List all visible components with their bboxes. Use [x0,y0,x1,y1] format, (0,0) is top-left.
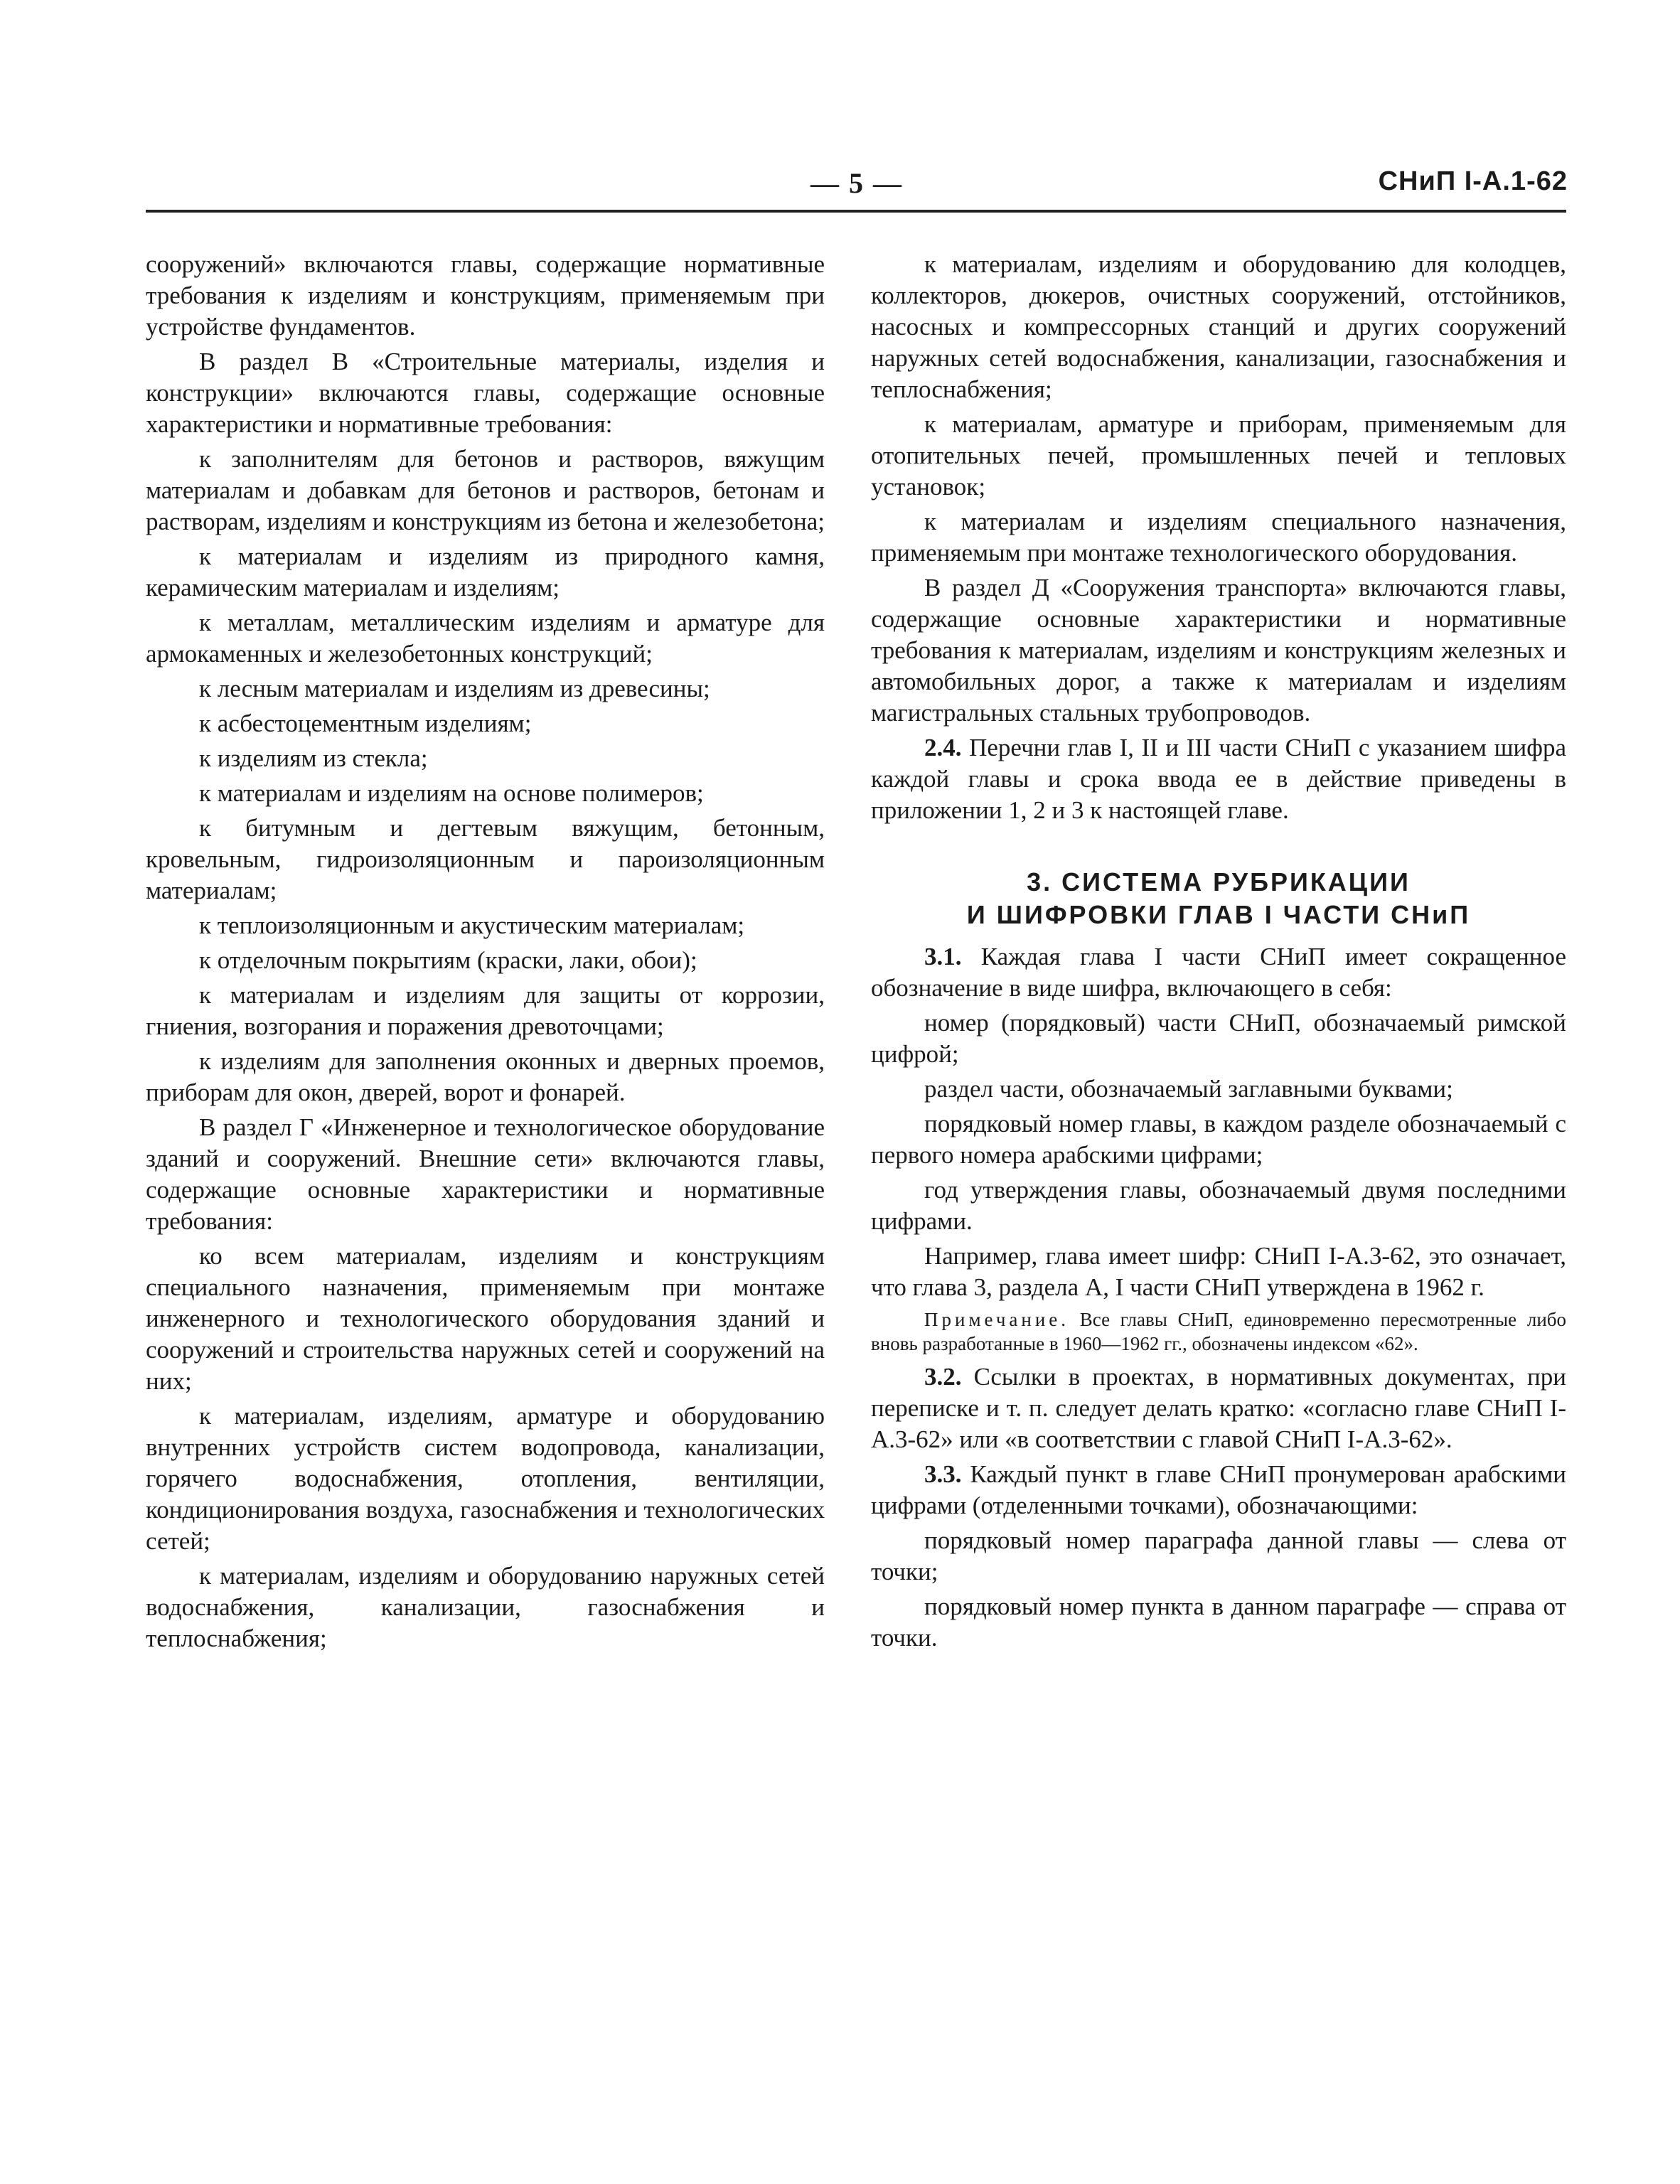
clause-3-1 [871,941,1566,1004]
page-number: — 5 — [810,167,903,199]
list-item: порядковый номер пункта в данном параграфе — справа от точки. [871,1592,1566,1652]
section-heading [871,866,1566,931]
clause-number: 3.3. [924,1460,962,1488]
list-item: ко всем материалам, изделиям и конструкциям специального назначения, применяемым при монтаже инженерного и технологического оборудования зданий и сооружений и строительства наружных сетей и сооружений на них; [146,1242,825,1395]
header-divider [146,210,1566,213]
clause-3-2 [871,1361,1566,1455]
list-item: к отделочным покрытиям (краски, лаки, обои); [199,946,697,974]
paragraph: В раздел Г «Инженерное и технологическое оборудование зданий и сооружений. Внешние сети» включаются главы, содержащие основные характеристики и нормативные требования: [146,1113,825,1235]
list-item: к теплоизоляционным и акустическим материалам; [199,911,745,939]
list-item: к материалам и изделиям на основе полимеров; [199,779,704,807]
paragraph: сооружений» включаются главы, содержащие нормативные требования к изделиям и конструкциям, применяемым при устройстве фундаментов. [146,250,825,341]
list-item: раздел части, обозначаемый заглавными буквами; [924,1075,1453,1103]
list-item: к асбестоцементным изделиям; [199,710,532,737]
list-item: к заполнителям для бетонов и растворов, вяжущим материалам и добавкам для бетонов и растворов, бетонам и растворам, изделиям и конструкциям из бетона и железобетона; [146,445,825,535]
list-item: к битумным и дегтевым вяжущим, бетонным, кровельным, гидроизоляционным и пароизоляционным материалам; [146,814,825,904]
clause-number: 2.4. [924,734,962,761]
clause-number: 3.1. [924,943,962,970]
section-heading-line: 3. СИСТЕМА РУБРИКАЦИИ [1027,867,1411,896]
note-text: Все главы СНиП, единовременно пересмотренные либо вновь разработанные в 1960—1962 гг., обозначены индексом «62». [871,1309,1566,1354]
list-item: год утверждения главы, обозначаемый двумя последними цифрами. [871,1176,1566,1235]
list-item: к материалам, арматуре и приборам, применяемым для отопительных печей, промышленных печей и тепловых установок; [871,410,1566,500]
note [871,1307,1566,1356]
list-item: к изделиям для заполнения оконных и дверных проемов, приборам для окон, дверей, ворот и фонарей. [146,1047,825,1106]
clause-text: Каждая глава I части СНиП имеет сокращенное обозначение в виде шифра, включающего в себя: [871,943,1566,1002]
list-item: порядковый номер главы, в каждом разделе обозначаемый с первого номера арабскими цифрами; [871,1110,1566,1169]
list-item: к металлам, металлическим изделиям и арматуре для армокаменных и железобетонных конструкций; [146,609,825,668]
page-header [146,162,1568,205]
document-code: СНиП I-А.1-62 [1378,166,1568,196]
paragraph: В раздел В «Строительные материалы, изделия и конструкции» включаются главы, содержащие основные характеристики и нормативные требования: [146,348,825,438]
list-item: к лесным материалам и изделиям из древесины; [199,675,710,702]
clause-2-4 [871,732,1566,826]
note-label: Примечание. [924,1309,1070,1330]
list-item: порядковый номер параграфа данной главы — слева от точки; [871,1526,1566,1585]
list-item: к материалам и изделиям специального назначения, применяемым при монтаже технологического оборудования. [871,508,1566,567]
right-column [871,249,1566,1657]
list-item: к материалам и изделиям для защиты от коррозии, гниения, возгорания и поражения древоточцами; [146,981,825,1040]
paragraph: Например, глава имеет шифр: СНиП I-А.3-62, это означает, что глава 3, раздела А, I части СНиП утверждена в 1962 г. [871,1242,1566,1301]
section-heading-line: И ШИФРОВКИ ГЛАВ I ЧАСТИ СНиП [966,900,1471,929]
list-item: к материалам и изделиям из природного камня, керамическим материалам и изделиям; [146,542,825,601]
list-item: номер (порядковый) части СНиП, обозначаемый римской цифрой; [871,1009,1566,1068]
clause-number: 3.2. [924,1363,962,1391]
list-item: к изделиям из стекла; [199,744,428,772]
left-column [146,249,825,1658]
paragraph: В раздел Д «Сооружения транспорта» включаются главы, содержащие основные характеристики и нормативные требования к материалам, изделиям и конструкциям железных и автомобильных дорог, а также к материалам и изделиям магистральных стальных трубопроводов. [871,574,1566,727]
clause-3-3 [871,1459,1566,1521]
clause-text: Ссылки в проектах, в нормативных документах, при переписке и т. п. следует делать кратко: «согласно главе СНиП I-А.3-62» или «в соответствии с главой СНиП I-А.3-62». [871,1363,1566,1453]
list-item: к материалам, изделиям и оборудованию для колодцев, коллекторов, дюкеров, очистных сооружений, отстойников, насосных и компрессорных станций и других сооружений наружных сетей водоснабжения, канализации, газоснабжения и теплоснабжения; [871,250,1566,403]
clause-text: Каждый пункт в главе СНиП пронумерован арабскими цифрами (отделенными точками), обозначающими: [871,1460,1566,1519]
clause-text: Перечни глав I, II и III части СНиП с указанием шифра каждой главы и срока ввода ее в действие приведены в приложении 1, 2 и 3 к настоящей главе. [871,734,1566,824]
list-item: к материалам, изделиям и оборудованию наружных сетей водоснабжения, канализации, газоснабжения и теплоснабжения; [146,1562,825,1652]
list-item: к материалам, изделиям, арматуре и оборудованию внутренних устройств систем водопровода, канализации, горячего водоснабжения, отопления, вентиляции, кондиционирования воздуха, газоснабжения и технологических сетей; [146,1402,825,1555]
